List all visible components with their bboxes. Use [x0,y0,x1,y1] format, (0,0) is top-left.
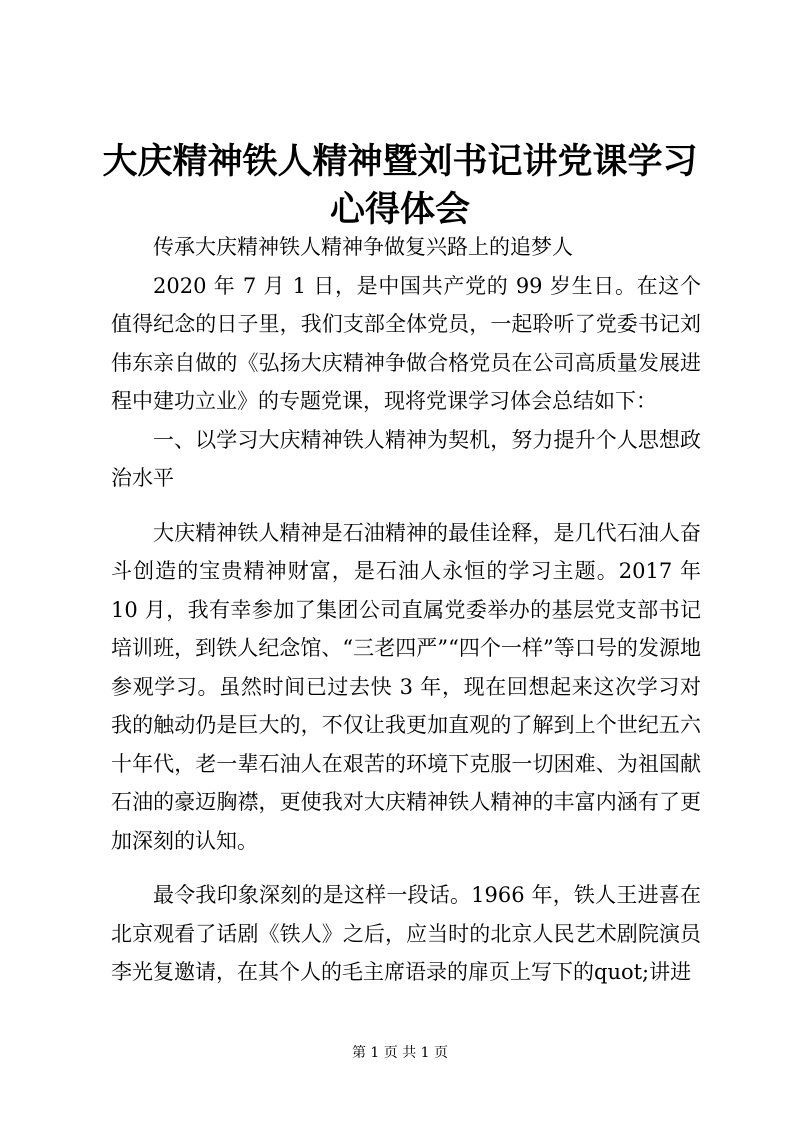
subtitle-paragraph: 传承大庆精神铁人精神争做复兴路上的追梦人 [153,235,573,259]
page-footer: 第 1 页 共 1 页 [351,1045,449,1061]
body-paragraph: 最令我印象深刻的是这样一段话。1966 年，铁人王进喜在北京观看了话剧《铁人》之后，应当时的北京人民艺术剧院演员李光复邀请，在其个人的毛主席语录的扉页上写下的quot;讲进 [111,883,701,984]
document-title: 大庆精神铁人精神暨刘书记讲党课学习心得体会 [102,141,698,230]
body-paragraph: 2020 年 7 月 1 日，是中国共产党的 99 岁生日。在这个值得纪念的日子里，我们支部全体党员，一起聆听了党委书记刘伟东亲自做的《弘扬大庆精神争做合格党员在公司高质量发展进程中建功立业》的专题党课，现将党课学习体会总结如下： [111,273,701,413]
body-paragraph: 大庆精神铁人精神是石油精神的最佳诠释，是几代石油人奋斗创造的宝贵精神财富，是石油人永恒的学习主题。2017 年 10 月，我有幸参加了集团公司直属党委举办的基层党支部书记培训班，到铁人纪念馆、“三老四严”“四个一样”等口号的发源地参观学习。虽然时间已过去快 3 年，现在回想起来这次学习对我的触动仍是巨大的，不仅让我更加直观的了解到上个世纪五六十年代，老一辈石油人在艰苦的环境下克服一切困难、为祖国献石油的豪迈胸襟，更使我对大庆精神铁人精神的丰富内涵有了更加深刻的认知。 [111,520,701,853]
section-heading-paragraph: 一、以学习大庆精神铁人精神为契机，努力提升个人思想政治水平 [111,427,701,490]
document-body [111,228,701,992]
